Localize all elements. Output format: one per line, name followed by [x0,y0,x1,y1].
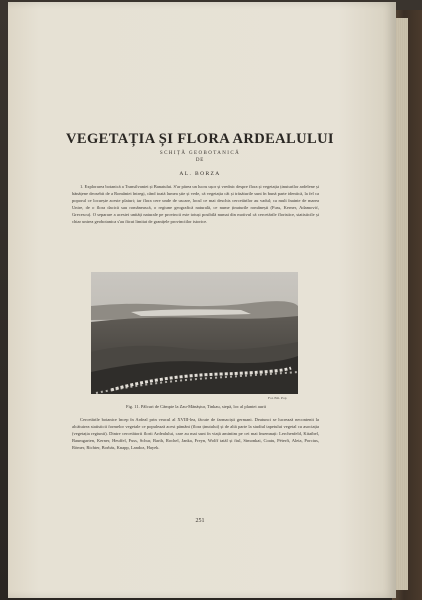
book-page-edges [395,18,408,590]
article-title: VEGETAȚIA ȘI FLORA ARDEALULUI [66,131,334,147]
landscape-photo [91,272,298,394]
figure-caption: Fig. 11. Pâlcuri de Câmpie la Zau-Mănăștur, Tinkau, stepă, loc al plantei aurii [126,404,266,409]
paragraph-intro: 1. Explorarea botanică a Transilvaniei și Banatului. S'ar părea un lucru ușor și vrednic despre flora și vegetația ținuturilor ardelene și bănățene deosebit de a României întregi, când toată lumea știe și vede, că vegetația cât și trăsăturile sunt în bună parte identică, la fel ca poporul ce locuește aceste plaiuri; iar flora cere unde de uscare, locul ce mai deschis cercetărilor au vadul; ca mult înainte de marea Unire, de o flora dacică sau românească, o regiune geografică naturală, ce nume ținuturile românești (Fuss, Kerner, Adamović, Grecescu). O separare a acestei unități naturale pe provincii este totuși posibilă numai din motivul că cercetările floristice, statisticile și chiar unirea geobotanica s'au făcut limitat de granițele provinciilor istorice. [72,184,319,224]
article-author: AL. BORZA [179,171,221,177]
byline-de: DE [195,158,205,163]
photo-credit: Fot. Em. Pop [268,396,287,400]
paragraph-botanists: Cercetările botanice încep în Ardeal prin veacul al XVIII-lea, făcute de farmaciști germani. Deatunci se lucrează necontenit la alcătuirea statisticii formelor vegetale ce populează acest pământ (flora ținutului) și de altă parte la studiul tapetului vegetal cu asociația (vegetația regiunii). Dintre cercetătorii florii Ardealului, care au mai sunt în viață amintim pe cei mai însemnați: Lerchenfeld, Kitaibel, Baumgarten, Kerner, Heuffel, Fuss, Schur, Barth, Rochel, Janka, Freyn, Wolff tatăl și fiul, Simonkai, Coatu, Péterfi, Aleia, Porcius, Römer, Richter, Borbás, Knapp, Landoz, Hayek. [72,417,319,450]
page-number: 251 [195,518,205,524]
article-subtitle: SCHIȚĂ GEOBOTANICĂ [159,151,241,156]
